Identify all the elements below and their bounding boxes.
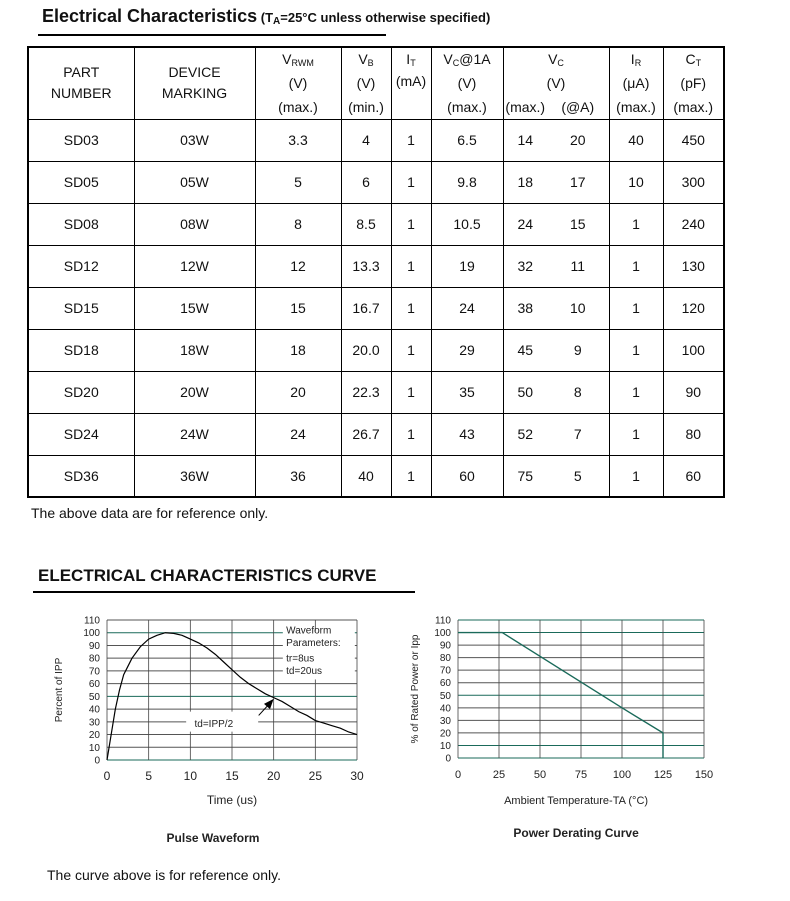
y-tick-label: 40	[439, 703, 451, 715]
cell-it: 1	[391, 245, 431, 287]
cell-it: 1	[391, 329, 431, 371]
annotation-td-ipp-half: td=IPP/2	[194, 718, 234, 730]
cell-ir: 1	[609, 371, 663, 413]
unit-vc: (V)	[503, 71, 609, 95]
cell-vc-1a: 29	[431, 329, 503, 371]
unit-ct: (pF)	[663, 71, 724, 95]
cell-ct: 130	[663, 245, 724, 287]
y-tick-label: 50	[439, 690, 451, 702]
y-tick-label: 60	[439, 678, 451, 690]
y-tick-label: 10	[88, 742, 100, 754]
cell-vc-1a: 43	[431, 413, 503, 455]
cell-part: SD08	[28, 203, 134, 245]
pulse-waveform-chart	[40, 600, 390, 855]
cell-vc-at: 15	[547, 203, 609, 245]
cell-part: SD15	[28, 287, 134, 329]
table-row	[28, 161, 724, 203]
curves-note: The curve above is for reference only.	[47, 867, 281, 883]
cell-marking: 15W	[134, 287, 255, 329]
y-tick-labels	[434, 616, 451, 765]
cell-vc-at: 5	[547, 455, 609, 497]
cell-part: SD05	[28, 161, 134, 203]
y-tick-label: 90	[439, 640, 451, 652]
cell-part: SD18	[28, 329, 134, 371]
cell-vrwm: 20	[255, 371, 341, 413]
x-tick-labels	[104, 769, 364, 783]
cell-vc-1a: 9.8	[431, 161, 503, 203]
x-tick-label: 100	[612, 769, 632, 781]
table-row	[28, 245, 724, 287]
heading-underline	[38, 34, 386, 36]
y-tick-label: 0	[445, 753, 451, 765]
x-tick-label: 15	[225, 769, 239, 783]
qual-vc-max: (max.)	[503, 95, 547, 119]
x-axis-label: Ambient Temperature-TA (°C)	[504, 795, 649, 807]
curves-title: ELECTRICAL CHARACTERISTICS CURVE	[38, 566, 377, 585]
col-header-vc-1a: $V_C@1A$	[431, 47, 503, 71]
table-row	[28, 119, 724, 161]
x-tick-label: 0	[103, 769, 111, 783]
annotation-td: td=20us	[286, 666, 323, 678]
cell-ct: 450	[663, 119, 724, 161]
y-tick-label: 40	[88, 704, 100, 716]
x-tick-label: 5	[145, 769, 153, 783]
cell-vc-at: 9	[547, 329, 609, 371]
cell-ir: 40	[609, 119, 663, 161]
x-tick-label: 125	[653, 769, 673, 781]
y-tick-label: 60	[88, 679, 100, 691]
cell-vc-max: 18	[503, 161, 547, 203]
y-axis-label: % of Rated Power or Ipp	[410, 634, 421, 744]
cell-vc-at: 8	[547, 371, 609, 413]
heading-title: Electrical Characteristics	[42, 6, 258, 26]
y-axis-label: Percent of IPP	[54, 657, 65, 723]
unit-vrwm: (V)	[255, 71, 341, 95]
cell-vc-max: 14	[503, 119, 547, 161]
y-tick-label: 0	[94, 755, 100, 767]
cell-marking: 36W	[134, 455, 255, 497]
y-tick-label: 100	[83, 628, 100, 640]
cell-it: 1	[391, 119, 431, 161]
cell-marking: 24W	[134, 413, 255, 455]
unit-vc-1a: (V)	[431, 71, 503, 95]
cell-it: 1	[391, 455, 431, 497]
cell-vc-at: 20	[547, 119, 609, 161]
qual-vb: (min.)	[341, 95, 391, 119]
cell-ct: 60	[663, 455, 724, 497]
cell-ir: 1	[609, 329, 663, 371]
unit-it: (mA)	[391, 71, 431, 119]
cell-ir: 1	[609, 203, 663, 245]
annotation-tr: tr=8us	[286, 653, 315, 665]
cell-it: 1	[391, 287, 431, 329]
cell-vrwm: 36	[255, 455, 341, 497]
power-derating-chart	[400, 600, 730, 855]
y-tick-label: 110	[84, 615, 100, 627]
cell-vrwm: 12	[255, 245, 341, 287]
cell-it: 1	[391, 203, 431, 245]
section-heading	[42, 6, 490, 27]
cell-marking: 12W	[134, 245, 255, 287]
cell-vc-at: 10	[547, 287, 609, 329]
x-tick-label: 30	[350, 769, 364, 783]
table-row	[28, 371, 724, 413]
cell-part: SD20	[28, 371, 134, 413]
cell-marking: 08W	[134, 203, 255, 245]
cell-ir: 10	[609, 161, 663, 203]
x-tick-labels	[455, 769, 713, 781]
y-tick-label: 20	[88, 730, 100, 742]
col-header-part-number: PART NUMBER	[28, 47, 134, 119]
cell-it: 1	[391, 161, 431, 203]
x-tick-label: 50	[533, 769, 547, 781]
cell-vrwm: 15	[255, 287, 341, 329]
y-tick-label: 70	[439, 665, 451, 677]
y-tick-label: 90	[88, 640, 100, 652]
table-row	[28, 287, 724, 329]
y-tick-label: 80	[88, 653, 100, 665]
y-tick-label: 10	[439, 740, 451, 752]
x-tick-label: 10	[183, 769, 198, 783]
cell-vc-max: 52	[503, 413, 547, 455]
qual-vc-1a: (max.)	[431, 95, 503, 119]
cell-ct: 80	[663, 413, 724, 455]
cell-vc-max: 50	[503, 371, 547, 413]
y-tick-labels	[83, 616, 100, 767]
table-row	[28, 329, 724, 371]
x-tick-label: 25	[308, 769, 323, 783]
cell-marking: 20W	[134, 371, 255, 413]
x-tick-label: 75	[574, 769, 588, 781]
cell-vb: 8.5	[341, 203, 391, 245]
col-header-it: $I_T$	[391, 47, 431, 71]
y-tick-label: 110	[435, 615, 451, 627]
col-header-ct: $C_T$	[663, 47, 724, 71]
qual-ct: (max.)	[663, 95, 724, 119]
cell-vb: 4	[341, 119, 391, 161]
cell-vc-max: 32	[503, 245, 547, 287]
cell-vc-at: 17	[547, 161, 609, 203]
unit-ir: (μA)	[609, 71, 663, 95]
cell-ct: 120	[663, 287, 724, 329]
y-tick-label: 20	[439, 728, 451, 740]
cell-vc-max: 45	[503, 329, 547, 371]
col-header-vb: $V_B$	[341, 47, 391, 71]
x-tick-label: 25	[492, 769, 506, 781]
cell-ir: 1	[609, 413, 663, 455]
cell-vc-1a: 60	[431, 455, 503, 497]
cell-vc-max: 38	[503, 287, 547, 329]
unit-vb: (V)	[341, 71, 391, 95]
y-tick-label: 30	[439, 715, 451, 727]
cell-marking: 05W	[134, 161, 255, 203]
table-row	[28, 455, 724, 497]
x-axis-label: Time (us)	[206, 793, 258, 807]
col-header-device-marking: DEVICE MARKING	[134, 47, 255, 119]
cell-ir: 1	[609, 455, 663, 497]
y-tick-label: 50	[88, 691, 100, 703]
cell-vc-at: 7	[547, 413, 609, 455]
cell-vb: 22.3	[341, 371, 391, 413]
x-tick-label: 0	[454, 769, 462, 781]
cell-ct: 90	[663, 371, 724, 413]
y-tick-label: 30	[88, 717, 100, 729]
cell-vb: 40	[341, 455, 391, 497]
qual-vc-at: (@A)	[547, 95, 609, 119]
col-header-vrwm: $V_{RWM}$	[255, 47, 341, 71]
cell-ir: 1	[609, 245, 663, 287]
y-tick-label: 80	[439, 653, 451, 665]
cell-vc-at: 11	[547, 245, 609, 287]
cell-vb: 20.0	[341, 329, 391, 371]
electrical-characteristics-table	[27, 46, 725, 498]
cell-vb: 6	[341, 161, 391, 203]
chart-grid	[458, 620, 704, 758]
chart-title: Pulse Waveform	[166, 831, 260, 845]
y-tick-label: 70	[88, 666, 100, 678]
col-header-ir: $I_R$	[609, 47, 663, 71]
annotation-waveform: Waveform	[286, 625, 332, 637]
cell-vb: 13.3	[341, 245, 391, 287]
table-row	[28, 413, 724, 455]
cell-vrwm: 24	[255, 413, 341, 455]
cell-vrwm: 18	[255, 329, 341, 371]
cell-ct: 240	[663, 203, 724, 245]
cell-vrwm: 3.3	[255, 119, 341, 161]
x-tick-label: 20	[266, 769, 281, 783]
curves-title-underline	[33, 591, 415, 593]
cell-vc-max: 75	[503, 455, 547, 497]
cell-vc-max: 24	[503, 203, 547, 245]
cell-marking: 18W	[134, 329, 255, 371]
cell-vc-1a: 10.5	[431, 203, 503, 245]
cell-part: SD12	[28, 245, 134, 287]
cell-vc-1a: 35	[431, 371, 503, 413]
chart-title: Power Derating Curve	[513, 826, 639, 840]
cell-vrwm: 8	[255, 203, 341, 245]
annotation-parameters: Parameters:	[286, 638, 341, 650]
cell-part: SD36	[28, 455, 134, 497]
cell-vrwm: 5	[255, 161, 341, 203]
table-note: The above data are for reference only.	[31, 505, 269, 521]
cell-vc-1a: 19	[431, 245, 503, 287]
cell-vc-1a: 6.5	[431, 119, 503, 161]
col-header-vc: $V_C$	[503, 47, 609, 71]
qual-ir: (max.)	[609, 95, 663, 119]
cell-vb: 16.7	[341, 287, 391, 329]
y-tick-label: 100	[434, 628, 451, 640]
cell-ct: 300	[663, 161, 724, 203]
qual-vrwm: (max.)	[255, 95, 341, 119]
cell-part: SD24	[28, 413, 134, 455]
cell-part: SD03	[28, 119, 134, 161]
heading-condition: ($T_A=25^\circ C$ unless otherwise specified)	[257, 10, 491, 27]
cell-vc-1a: 24	[431, 287, 503, 329]
cell-ct: 100	[663, 329, 724, 371]
x-tick-label: 150	[694, 769, 714, 781]
cell-it: 1	[391, 371, 431, 413]
cell-marking: 03W	[134, 119, 255, 161]
cell-ir: 1	[609, 287, 663, 329]
table-row	[28, 203, 724, 245]
cell-it: 1	[391, 413, 431, 455]
cell-vb: 26.7	[341, 413, 391, 455]
